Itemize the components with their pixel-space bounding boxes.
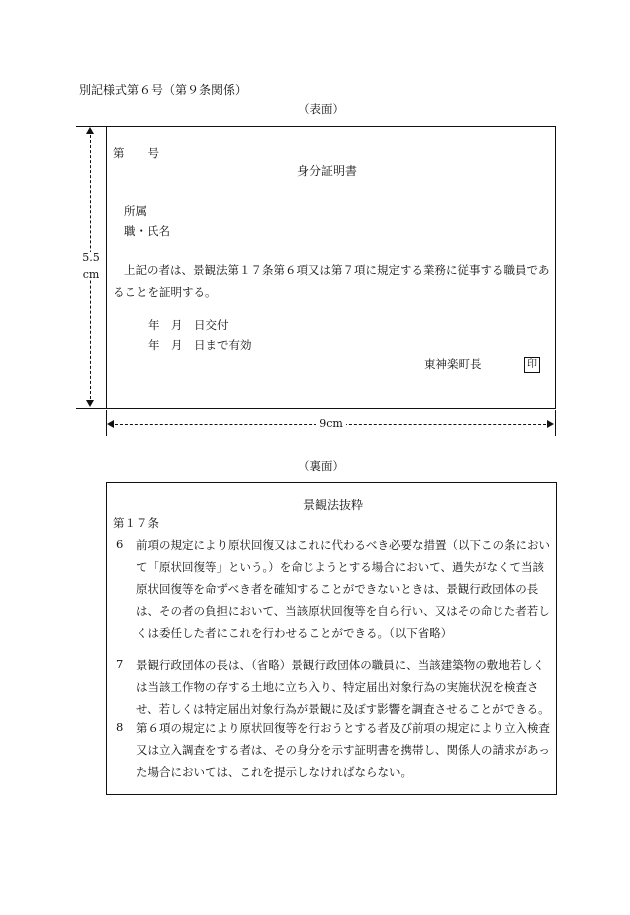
- excerpt-title: 景観法抜粋: [303, 498, 364, 512]
- clause-text: 景観行政団体の長は、（省略）景観行政団体の職員に、当該建築物の敷地若しくは当該工作物の存する土地に立ち入り、特定届出対象行為の実施状況を検査させ、若しくは特定届出対象行為が景観に及ぼす影響を調査させることができる。: [136, 658, 550, 716]
- height-label-number: 5.5: [82, 251, 100, 264]
- position-name-label: 職・氏名: [124, 224, 170, 238]
- height-label: [80, 252, 102, 280]
- height-arrow-up-icon: [86, 127, 94, 134]
- height-tick-bottom: [76, 408, 106, 409]
- clause-text: 前項の規定により原状回復又はこれに代わるべき必要な措置（以下この条において「原状回復等」という。）を命じようとする場合において、過失がなくて当該原状回復等を命ずべき者を確知することができないときは、景観行政団体の長は、その者の負担において、当該原状回復等を自ら行い、又はその命じた者若しくは委任した者にこれを行わせることができる。（以下省略）: [136, 538, 550, 640]
- card-title: 身分証明書: [297, 164, 358, 178]
- issuer-name: 東神楽町長: [424, 357, 482, 371]
- clause-number: 7: [116, 657, 124, 671]
- height-arrow-down-icon: [86, 400, 94, 407]
- front-heading: （表面）: [298, 102, 344, 116]
- seal-icon: 印: [524, 357, 540, 373]
- article-label: 第１７条: [113, 516, 159, 530]
- width-arrow-right-icon: [547, 420, 554, 428]
- affiliation-label: 所属: [124, 204, 147, 218]
- clause-number: 6: [116, 537, 124, 551]
- width-tick-right: [555, 410, 556, 436]
- clause-number: 8: [116, 720, 124, 734]
- form-title: 別記様式第６号（第９条関係）: [79, 83, 248, 97]
- width-label: 9cm: [316, 418, 346, 429]
- clause-text: 第６項の規定により原状回復等を行おうとする者及び前項の規定により立入検査又は立入調査をする者は、その身分を示す証明書を携帯し、関係人の請求があった場合においては、これを提示しなければならない。: [136, 721, 550, 779]
- height-label-unit: cm: [82, 268, 100, 281]
- expiry-date-label: 年 月 日まで有効: [148, 338, 252, 352]
- back-heading: （裏面）: [298, 459, 344, 473]
- issue-date-label: 年 月 日交付: [148, 318, 229, 332]
- certification-text: 上記の者は、景観法第１７条第６項又は第７項に規定する業務に従事する職員であることを証明する。: [113, 263, 550, 299]
- width-arrow-left-icon: [107, 420, 114, 428]
- number-label: 第 号: [113, 146, 159, 160]
